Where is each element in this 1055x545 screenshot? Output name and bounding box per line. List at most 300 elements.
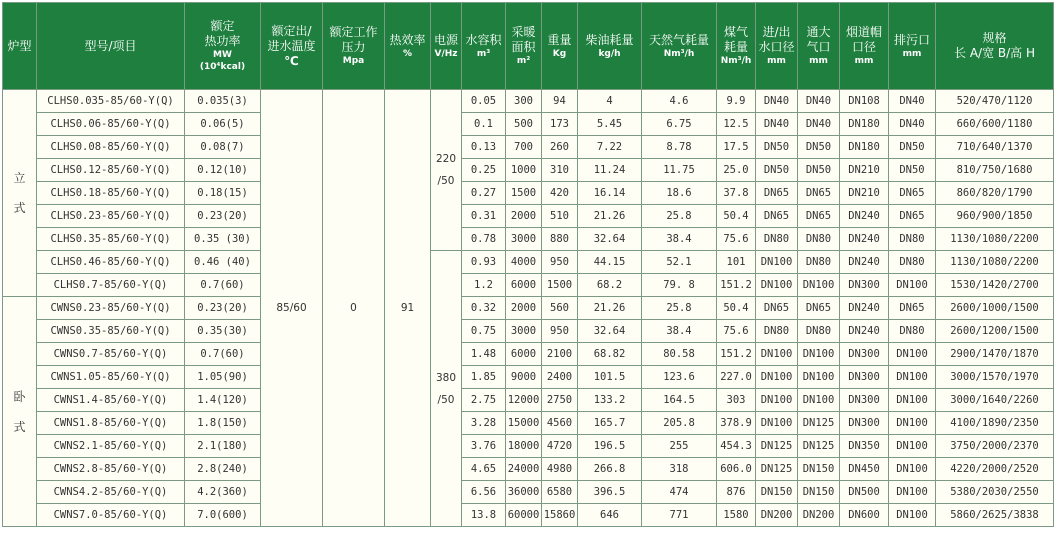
- cell-inout: DN100: [756, 343, 798, 366]
- header-coalgas-label: 煤气: [723, 25, 748, 39]
- cell-capacity: 4.65: [462, 458, 506, 481]
- cell-capacity: 0.27: [462, 182, 506, 205]
- cell-inout: DN100: [756, 389, 798, 412]
- header-model-label: 型号/项目: [84, 38, 137, 53]
- cell-natgas: 11.75: [642, 159, 717, 182]
- header-diesel: [578, 3, 642, 90]
- header-efficiency-unit: %: [402, 48, 413, 59]
- cell-area: 9000: [506, 366, 542, 389]
- cell-vent: DN65: [798, 182, 840, 205]
- cell-inout: DN100: [756, 251, 798, 274]
- header-vent-unit: mm: [809, 56, 828, 66]
- supply-line: /50: [437, 393, 455, 406]
- cell-inout: DN100: [756, 412, 798, 435]
- header-flue-label: 烟道帽: [845, 25, 882, 39]
- cell-power: 0.23(20): [185, 205, 261, 228]
- table-row: [3, 205, 1054, 228]
- cell-coalgas: 75.6: [717, 228, 756, 251]
- cell-natgas: 25.8: [642, 297, 717, 320]
- cell-size: 5380/2030/2550: [936, 481, 1054, 504]
- cell-model: CWNS2.8-85/60-Y(Q): [37, 458, 185, 481]
- cell-flue: DN600: [840, 504, 889, 527]
- cell-flue: DN300: [840, 412, 889, 435]
- cell-natgas: 205.8: [642, 412, 717, 435]
- cell-flue: DN240: [840, 228, 889, 251]
- header-natgas-unit: Nm³/h: [663, 48, 695, 59]
- cell-area: 300: [506, 90, 542, 113]
- cell-vent: DN150: [798, 481, 840, 504]
- header-area-label: 采暖: [511, 25, 536, 39]
- cell-model: CWNS7.0-85/60-Y(Q): [37, 504, 185, 527]
- cell-model: CLHS0.18-85/60-Y(Q): [37, 182, 185, 205]
- cell-capacity: 0.13: [462, 136, 506, 159]
- header-pressure: [323, 3, 385, 90]
- cell-size: 1130/1080/2200: [936, 228, 1054, 251]
- cell-diesel: 32.64: [578, 228, 642, 251]
- cell-model: CLHS0.35-85/60-Y(Q): [37, 228, 185, 251]
- cell-capacity: 3.28: [462, 412, 506, 435]
- cell-diesel: 21.26: [578, 297, 642, 320]
- cell-drain: DN100: [889, 412, 936, 435]
- cell-coalgas: 303: [717, 389, 756, 412]
- cell-model: CWNS2.1-85/60-Y(Q): [37, 435, 185, 458]
- cell-natgas: 318: [642, 458, 717, 481]
- table-row: [3, 90, 1054, 113]
- header-pressure-label: 额定工作: [329, 25, 378, 39]
- header-coalgas-label: 耗量: [723, 40, 748, 54]
- cell-coalgas: 1580: [717, 504, 756, 527]
- cell-drain: DN100: [889, 343, 936, 366]
- cell-power: 2.8(240): [185, 458, 261, 481]
- cell-vent: DN125: [798, 435, 840, 458]
- cell-weight: 880: [542, 228, 578, 251]
- cell-diesel: 196.5: [578, 435, 642, 458]
- cell-size: 1530/1420/2700: [936, 274, 1054, 297]
- header-drain: [889, 3, 936, 90]
- cell-area: 700: [506, 136, 542, 159]
- cell-capacity: 6.56: [462, 481, 506, 504]
- cell-flue: DN180: [840, 136, 889, 159]
- cell-drain: DN100: [889, 504, 936, 527]
- cell-inout: DN125: [756, 435, 798, 458]
- cell-power: 0.35(30): [185, 320, 261, 343]
- cell-model: CWNS0.7-85/60-Y(Q): [37, 343, 185, 366]
- cell-coalgas: 876: [717, 481, 756, 504]
- cell-size: 860/820/1790: [936, 182, 1054, 205]
- cell-coalgas: 50.4: [717, 205, 756, 228]
- cell-model: CWNS1.4-85/60-Y(Q): [37, 389, 185, 412]
- header-area-label: 面积: [511, 40, 536, 54]
- cell-size: 3000/1570/1970: [936, 366, 1054, 389]
- cell-diesel: 266.8: [578, 458, 642, 481]
- cell-size: 810/750/1680: [936, 159, 1054, 182]
- spec-table-wrapper: [2, 2, 1054, 527]
- cell-capacity: 0.93: [462, 251, 506, 274]
- cell-coalgas: 25.0: [717, 159, 756, 182]
- cell-weight: 1500: [542, 274, 578, 297]
- cell-capacity: 1.2: [462, 274, 506, 297]
- header-flue-unit: mm: [854, 56, 874, 66]
- cell-weight: 260: [542, 136, 578, 159]
- header-supply-label: 电源: [433, 32, 458, 47]
- cell-coalgas: 454.3: [717, 435, 756, 458]
- header-flue-label: 口径: [851, 40, 876, 54]
- cell-size: 3750/2000/2370: [936, 435, 1054, 458]
- header-area-unit: m²: [516, 56, 531, 66]
- header-weight: [542, 3, 578, 90]
- cell-model: CWNS1.05-85/60-Y(Q): [37, 366, 185, 389]
- group-vertical: [3, 90, 37, 297]
- table-row: [3, 343, 1054, 366]
- cell-weight: 420: [542, 182, 578, 205]
- cell-vent: DN50: [798, 159, 840, 182]
- cell-natgas: 4.6: [642, 90, 717, 113]
- cell-model: CWNS4.2-85/60-Y(Q): [37, 481, 185, 504]
- cell-flue: DN300: [840, 274, 889, 297]
- cell-coalgas: 151.2: [717, 343, 756, 366]
- header-temp-label: 进水温度: [267, 38, 316, 53]
- cell-natgas: 8.78: [642, 136, 717, 159]
- cell-power: 0.23(20): [185, 297, 261, 320]
- cell-coalgas: 37.8: [717, 182, 756, 205]
- header-inout-unit: mm: [767, 56, 786, 66]
- cell-inout: DN50: [756, 136, 798, 159]
- cell-weight: 950: [542, 320, 578, 343]
- cell-model: CLHS0.23-85/60-Y(Q): [37, 205, 185, 228]
- cell-diesel: 133.2: [578, 389, 642, 412]
- cell-diesel: 646: [578, 504, 642, 527]
- cell-coalgas: 151.2: [717, 274, 756, 297]
- cell-flue: DN210: [840, 182, 889, 205]
- cell-capacity: 0.78: [462, 228, 506, 251]
- cell-model: CWNS0.35-85/60-Y(Q): [37, 320, 185, 343]
- cell-area: 3000: [506, 228, 542, 251]
- cell-power: 0.46 (40): [185, 251, 261, 274]
- cell-vent: DN80: [798, 320, 840, 343]
- header-efficiency-label: 热效率: [389, 32, 426, 47]
- cell-natgas: 771: [642, 504, 717, 527]
- cell-flue: DN300: [840, 389, 889, 412]
- cell-model: CLHS0.035-85/60-Y(Q): [37, 90, 185, 113]
- table-row: [3, 228, 1054, 251]
- cell-weight: 94: [542, 90, 578, 113]
- cell-weight: 4560: [542, 412, 578, 435]
- cell-diesel: 165.7: [578, 412, 642, 435]
- cell-natgas: 38.4: [642, 228, 717, 251]
- cell-power: 1.8(150): [185, 412, 261, 435]
- cell-efficiency: 91: [385, 90, 431, 527]
- cell-model: CWNS0.23-85/60-Y(Q): [37, 297, 185, 320]
- cell-diesel: 5.45: [578, 113, 642, 136]
- header-natgas-label: 天然气耗量: [648, 32, 709, 47]
- cell-pressure: 0: [323, 90, 385, 527]
- cell-diesel: 44.15: [578, 251, 642, 274]
- cell-drain: DN80: [889, 320, 936, 343]
- cell-vent: DN40: [798, 90, 840, 113]
- cell-vent: DN200: [798, 504, 840, 527]
- cell-weight: 4720: [542, 435, 578, 458]
- table-row: [3, 435, 1054, 458]
- cell-flue: DN500: [840, 481, 889, 504]
- header-power: [185, 3, 261, 90]
- cell-area: 12000: [506, 389, 542, 412]
- cell-flue: DN240: [840, 320, 889, 343]
- cell-supply: [431, 251, 462, 527]
- cell-size: 2600/1000/1500: [936, 297, 1054, 320]
- cell-vent: DN65: [798, 297, 840, 320]
- cell-power: 0.7(60): [185, 343, 261, 366]
- table-row: [3, 136, 1054, 159]
- cell-diesel: 68.2: [578, 274, 642, 297]
- cell-size: 5860/2625/3838: [936, 504, 1054, 527]
- header-weight-label: 重量: [547, 32, 572, 47]
- cell-diesel: 21.26: [578, 205, 642, 228]
- cell-size: 2600/1200/1500: [936, 320, 1054, 343]
- cell-drain: DN100: [889, 435, 936, 458]
- table-row: [3, 366, 1054, 389]
- cell-drain: DN50: [889, 136, 936, 159]
- cell-capacity: 0.75: [462, 320, 506, 343]
- header-area: [506, 3, 542, 90]
- header-temp-label: 额定出/: [271, 23, 312, 38]
- cell-coalgas: 606.0: [717, 458, 756, 481]
- cell-natgas: 38.4: [642, 320, 717, 343]
- cell-size: 520/470/1120: [936, 90, 1054, 113]
- cell-natgas: 79. 8: [642, 274, 717, 297]
- cell-area: 6000: [506, 274, 542, 297]
- cell-weight: 4980: [542, 458, 578, 481]
- cell-drain: DN100: [889, 366, 936, 389]
- cell-diesel: 16.14: [578, 182, 642, 205]
- cell-flue: DN240: [840, 297, 889, 320]
- header-coalgas: [717, 3, 756, 90]
- table-row: [3, 458, 1054, 481]
- cell-flue: DN108: [840, 90, 889, 113]
- cell-area: 1500: [506, 182, 542, 205]
- cell-supply: [431, 90, 462, 251]
- header-diesel-unit: kg/h: [598, 48, 621, 59]
- cell-flue: DN450: [840, 458, 889, 481]
- cell-drain: DN100: [889, 389, 936, 412]
- cell-size: 960/900/1850: [936, 205, 1054, 228]
- supply-line: 220: [435, 153, 457, 165]
- cell-coalgas: 227.0: [717, 366, 756, 389]
- table-row: [3, 320, 1054, 343]
- cell-weight: 6580: [542, 481, 578, 504]
- cell-size: 710/640/1370: [936, 136, 1054, 159]
- header-coalgas-unit: Nm³/h: [720, 56, 752, 66]
- cell-inout: DN80: [756, 320, 798, 343]
- cell-weight: 510: [542, 205, 578, 228]
- group-label-char: 式: [13, 419, 26, 434]
- cell-inout: DN80: [756, 228, 798, 251]
- cell-flue: DN240: [840, 251, 889, 274]
- cell-area: 1000: [506, 159, 542, 182]
- cell-power: 0.35 (30): [185, 228, 261, 251]
- cell-inout: DN65: [756, 297, 798, 320]
- header-type: [3, 3, 37, 90]
- table-row: [3, 481, 1054, 504]
- cell-weight: 2100: [542, 343, 578, 366]
- group-label-char: 式: [13, 201, 26, 215]
- header-pressure-unit: Mpa: [342, 56, 365, 66]
- cell-area: 6000: [506, 343, 542, 366]
- cell-model: CLHS0.7-85/60-Y(Q): [37, 274, 185, 297]
- cell-drain: DN65: [889, 182, 936, 205]
- cell-flue: DN300: [840, 366, 889, 389]
- cell-area: 24000: [506, 458, 542, 481]
- cell-weight: 560: [542, 297, 578, 320]
- cell-power: 1.4(120): [185, 389, 261, 412]
- header-pressure-label: 压力: [341, 40, 366, 54]
- cell-drain: DN40: [889, 90, 936, 113]
- header-supply-unit: V/Hz: [434, 48, 458, 59]
- cell-area: 500: [506, 113, 542, 136]
- cell-inout: DN100: [756, 366, 798, 389]
- cell-capacity: 0.05: [462, 90, 506, 113]
- cell-power: 0.12(10): [185, 159, 261, 182]
- cell-inout: DN50: [756, 159, 798, 182]
- table-row: [3, 159, 1054, 182]
- cell-inout: DN65: [756, 182, 798, 205]
- cell-weight: 173: [542, 113, 578, 136]
- cell-coalgas: 17.5: [717, 136, 756, 159]
- cell-area: 3000: [506, 320, 542, 343]
- cell-inout: DN200: [756, 504, 798, 527]
- cell-vent: DN150: [798, 458, 840, 481]
- cell-model: CLHS0.12-85/60-Y(Q): [37, 159, 185, 182]
- cell-size: 4100/1890/2350: [936, 412, 1054, 435]
- header-inout: [756, 3, 798, 90]
- cell-weight: 950: [542, 251, 578, 274]
- cell-weight: 2400: [542, 366, 578, 389]
- cell-natgas: 164.5: [642, 389, 717, 412]
- cell-flue: DN350: [840, 435, 889, 458]
- header-type-label: 炉型: [7, 38, 32, 53]
- header-temp-unit: ℃: [284, 53, 299, 68]
- cell-flue: DN300: [840, 343, 889, 366]
- cell-flue: DN240: [840, 205, 889, 228]
- cell-diesel: 4: [578, 90, 642, 113]
- header-efficiency: [385, 3, 431, 90]
- cell-vent: DN40: [798, 113, 840, 136]
- cell-diesel: 101.5: [578, 366, 642, 389]
- cell-size: 1130/1080/2200: [936, 251, 1054, 274]
- table-row: [3, 297, 1054, 320]
- header-weight-unit: Kg: [552, 48, 567, 59]
- cell-capacity: 13.8: [462, 504, 506, 527]
- header-vent: [798, 3, 840, 90]
- cell-drain: DN100: [889, 481, 936, 504]
- cell-natgas: 474: [642, 481, 717, 504]
- cell-capacity: 0.25: [462, 159, 506, 182]
- cell-capacity: 3.76: [462, 435, 506, 458]
- cell-weight: 310: [542, 159, 578, 182]
- header-size: [936, 3, 1054, 90]
- cell-power: 0.08(7): [185, 136, 261, 159]
- cell-weight: 2750: [542, 389, 578, 412]
- cell-model: CLHS0.06-85/60-Y(Q): [37, 113, 185, 136]
- cell-inout: DN65: [756, 205, 798, 228]
- header-drain-unit: mm: [902, 48, 922, 59]
- cell-power: 1.05(90): [185, 366, 261, 389]
- cell-capacity: 1.85: [462, 366, 506, 389]
- header-inout-label: 进/出: [762, 25, 791, 39]
- cell-drain: DN50: [889, 159, 936, 182]
- cell-diesel: 7.22: [578, 136, 642, 159]
- table-body: [3, 90, 1054, 527]
- cell-flue: DN180: [840, 113, 889, 136]
- cell-inout: DN40: [756, 90, 798, 113]
- boiler-spec-table: [2, 2, 1054, 527]
- header-capacity: [462, 3, 506, 90]
- cell-drain: DN40: [889, 113, 936, 136]
- cell-size: 2900/1470/1870: [936, 343, 1054, 366]
- cell-size: 4220/2000/2520: [936, 458, 1054, 481]
- header-power-label: 热功率: [204, 34, 241, 48]
- cell-temp: 85/60: [261, 90, 323, 527]
- cell-vent: DN80: [798, 228, 840, 251]
- cell-drain: DN100: [889, 458, 936, 481]
- table-row: [3, 504, 1054, 527]
- table-row: [3, 274, 1054, 297]
- cell-capacity: 2.75: [462, 389, 506, 412]
- cell-coalgas: 378.9: [717, 412, 756, 435]
- cell-inout: DN125: [756, 458, 798, 481]
- cell-model: CLHS0.08-85/60-Y(Q): [37, 136, 185, 159]
- cell-area: 2000: [506, 297, 542, 320]
- cell-model: CLHS0.46-85/60-Y(Q): [37, 251, 185, 274]
- cell-diesel: 68.82: [578, 343, 642, 366]
- header-drain-label: 排污口: [893, 32, 930, 47]
- cell-power: 2.1(180): [185, 435, 261, 458]
- cell-flue: DN210: [840, 159, 889, 182]
- cell-area: 36000: [506, 481, 542, 504]
- cell-area: 4000: [506, 251, 542, 274]
- cell-vent: DN80: [798, 251, 840, 274]
- cell-vent: DN50: [798, 136, 840, 159]
- cell-vent: DN125: [798, 412, 840, 435]
- cell-natgas: 25.8: [642, 205, 717, 228]
- cell-inout: DN150: [756, 481, 798, 504]
- cell-power: 4.2(360): [185, 481, 261, 504]
- cell-inout: DN100: [756, 274, 798, 297]
- cell-drain: DN100: [889, 274, 936, 297]
- cell-capacity: 0.32: [462, 297, 506, 320]
- cell-capacity: 0.31: [462, 205, 506, 228]
- cell-size: 3000/1640/2260: [936, 389, 1054, 412]
- cell-coalgas: 50.4: [717, 297, 756, 320]
- cell-power: 0.18(15): [185, 182, 261, 205]
- cell-area: 2000: [506, 205, 542, 228]
- header-flue: [840, 3, 889, 90]
- header-power-unit: MW: [213, 50, 232, 60]
- cell-diesel: 11.24: [578, 159, 642, 182]
- cell-area: 15000: [506, 412, 542, 435]
- cell-power: 7.0(600): [185, 504, 261, 527]
- cell-size: 660/600/1180: [936, 113, 1054, 136]
- header-diesel-label: 柴油耗量: [585, 32, 634, 47]
- table-row: [3, 389, 1054, 412]
- table-row: [3, 251, 1054, 274]
- cell-drain: DN65: [889, 205, 936, 228]
- cell-coalgas: 9.9: [717, 90, 756, 113]
- table-row: [3, 113, 1054, 136]
- cell-natgas: 18.6: [642, 182, 717, 205]
- header-row: [3, 3, 1054, 90]
- cell-area: 60000: [506, 504, 542, 527]
- header-vent-label: 气口: [806, 40, 831, 54]
